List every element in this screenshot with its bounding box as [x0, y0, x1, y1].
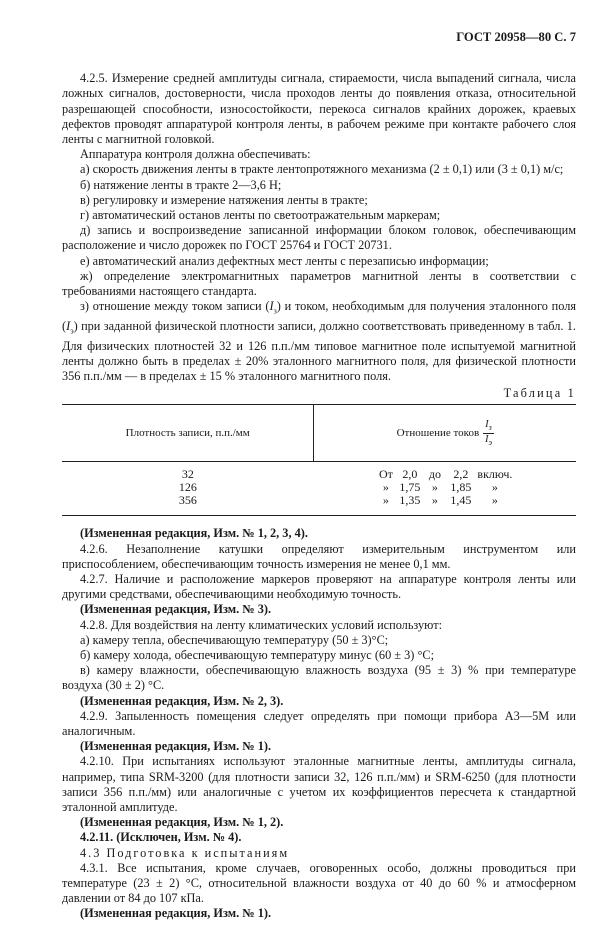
list-item: ж) определение электромагнитных параметров магнитной ленты в соответствии с требованиями настоящего стандарта. [62, 268, 576, 299]
revision-note: (Измененная редакция, Изм. № 1). [80, 906, 272, 921]
table-header [62, 405, 576, 462]
table-row: » 1,75 » 1,85 » [382, 480, 498, 495]
revision-note: (Измененная редакция, Изм. № 1, 2). [80, 815, 284, 830]
table-cell: 32 [181, 467, 194, 482]
list-item: д) запись и воспроизведение записанной информации блоком головок, обеспечивающим расположение и число дорожек по ГОСТ 25764 и ГОСТ 20731. [62, 223, 576, 253]
document-page [62, 30, 576, 922]
table-caption: Таблица 1 [503, 386, 576, 401]
ratio-column [314, 468, 576, 507]
list-item: в) камеру влажности, обеспечивающую влажность воздуха (95 ± 3) % при температуре воздуха (30 ± 2) °С. [62, 663, 576, 693]
clause-4-2-9: 4.2.9. Запыленность помещения следует определять при помощи прибора А3—5М или аналогичным. [62, 708, 576, 739]
clause-4-2-10: 4.2.10. При испытаниях используют эталонные магнитные ленты, амплитуды сигнала, например, типа SRM-3200 (для плотности записи 32, 126 п.п./мм) и SRM-6250 (для плотности записи 356 п.п./мм) или аналогичные с учетом их коэффициентов пересчета к стандартной эталонной амплитуде. [62, 754, 576, 815]
list-item: б) натяжение ленты в тракте 2—3,6 Н; [80, 177, 282, 192]
table-1 [62, 404, 576, 516]
list-item-z: з) отношение между током записи $(I_з)$ и током, необходимым для получения эталонного поля $(I_э)$ при заданной физической плотности записи, должно соответствовать приведенному в табл. 1. Для физических плотностей 32 и 126 п.п./мм типовое магнитное поле испытуемой магнитной ленты должно быть в пределах ± 20% эталонного магнитного поля, для физической плотности 356 п.п./мм — в пределах ± 15 % эталонного магнитного поля. [62, 299, 576, 383]
clause-4-2-5: 4.2.5. Измерение средней амплитуды сигнала, стираемости, числа выпадений сигнала, числа ложных сигналов, достоверности, числа проходов ленты до появления отказа, относительной разрешающей способности, износостойкости, перекоса сигналов крайних дорожек, краевых дефектов проводят аппаратурой контроля ленты, в рабочем режиме при контакте рабочего слоя ленты с магнитной головкой. [62, 71, 576, 147]
list-item: а) скорость движения ленты в тракте лентопротяжного механизма (2 ± 0,1) или (3 ± 0,1) м/с; [80, 162, 564, 177]
revision-note: (Измененная редакция, Изм. № 3). [80, 602, 272, 617]
table-body [62, 462, 576, 515]
current-ratio-fraction: $\frac{I_з}{I_э}$ [484, 418, 492, 447]
clause-4-2-7: 4.2.7. Наличие и расположение маркеров проверяют на аппаратуре контроля ленты или другими средствами, обеспечивающими необходимую точность. [62, 571, 576, 602]
revision-note: (Измененная редакция, Изм. № 1). [80, 739, 272, 754]
page-header: ГОСТ 20958—80 С. 7 [456, 30, 576, 44]
revision-note: (Измененная редакция, Изм. № 1, 2, 3, 4). [80, 526, 308, 541]
column-header-ratio: Отношение токов $\frac{I_з}{I_э}$ [396, 418, 492, 447]
table-cell: 356 [178, 493, 197, 508]
density-column [62, 468, 314, 507]
revision-note: (Измененная редакция, Изм. № 2, 3). [80, 693, 284, 708]
table-row: От 2,0 до 2,2 включ. [378, 467, 513, 482]
table-cell: 126 [178, 480, 197, 495]
apparatus-intro: Аппаратура контроля должна обеспечивать: [80, 147, 311, 162]
clause-4-2-6: 4.2.6. Незаполнение катушки определяют измерительным инструментом или приспособлением, обеспечивающим точность измерения не менее 0,1 мм. [62, 541, 576, 571]
clause-4-3-1: 4.3.1. Все испытания, кроме случаев, оговоренных особо, должны проводиться при температуре (23 ± 2) °С, относительной влажности воздуха от 40 до 60 % и атмосферном давлении от 84 до 107 кПа. [62, 860, 576, 906]
clause-4-2-11: 4.2.11. (Исключен, Изм. № 4). [80, 830, 242, 845]
list-item: а) камеру тепла, обеспечивающую температуру (50 ± 3)°С; [80, 632, 389, 647]
table-row: » 1,35 » 1,45 » [382, 493, 498, 508]
list-item: б) камеру холода, обеспечивающую температуру минус (60 ± 3) °С; [80, 648, 434, 662]
list-item: е) автоматический анализ дефектных мест ленты с перезаписью информации; [80, 253, 489, 268]
clause-4-2-8: 4.2.8. Для воздействия на ленту климатических условий используют: [80, 617, 442, 632]
section-heading-4-3: 4.3 Подготовка к испытаниям [80, 845, 290, 860]
list-item: в) регулировку и измерение натяжения ленты в тракте; [80, 192, 368, 207]
column-header-density: Плотность записи, п.п./мм [62, 405, 314, 461]
list-item: г) автоматический останов ленты по светоотражательным маркерам; [80, 208, 441, 223]
